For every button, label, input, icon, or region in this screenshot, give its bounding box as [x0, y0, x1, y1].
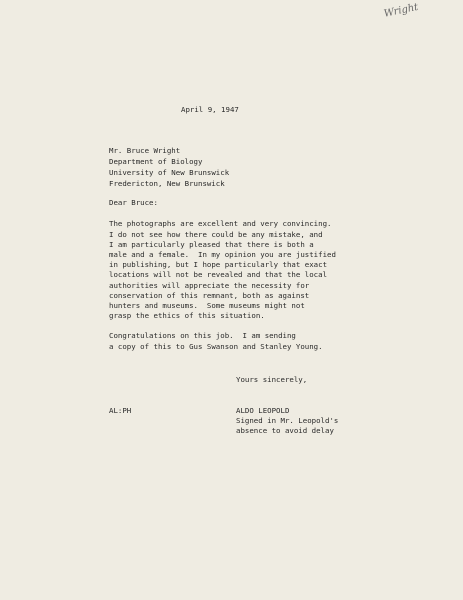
body-line: conservation of this remnant, both as against [109, 291, 310, 300]
signature-note: absence to avoid delay [236, 426, 334, 435]
signature-name: ALDO LEOPOLD [236, 406, 290, 415]
signature-note: Signed in Mr. Leopold's [236, 416, 339, 425]
letter-date: April 9, 1947 [181, 105, 239, 114]
closing: Yours sincerely, [236, 375, 308, 384]
body-line: hunters and museums. Some museums might not [109, 301, 305, 310]
recipient-city: Fredericton, New Brunswick [109, 179, 225, 188]
recipient-name: Mr. Bruce Wright [109, 146, 181, 155]
body-line: I am particularly pleased that there is both a [109, 240, 314, 249]
salutation: Dear Bruce: [109, 198, 158, 207]
recipient-department: Department of Biology [109, 157, 203, 166]
typist-initials: AL:PH [109, 406, 132, 415]
body-line: Congratulations on this job. I am sending [109, 331, 296, 340]
body-line: male and a female. In my opinion you are justified [109, 250, 336, 259]
body-line: in publishing, but I hope particularly that exact [109, 260, 328, 269]
body-line: authorities will appreciate the necessity for [109, 281, 310, 290]
body-line: The photographs are excellent and very convincing. [109, 219, 332, 228]
handwritten-annotation: Wright [383, 1, 420, 20]
recipient-university: University of New Brunswick [109, 168, 230, 177]
body-line: locations will not be revealed and that the local [109, 270, 328, 279]
body-line: a copy of this to Gus Swanson and Stanley Young. [109, 342, 323, 351]
body-line: grasp the ethics of this situation. [109, 311, 265, 320]
body-line: I do not see how there could be any mistake, and [109, 230, 323, 239]
